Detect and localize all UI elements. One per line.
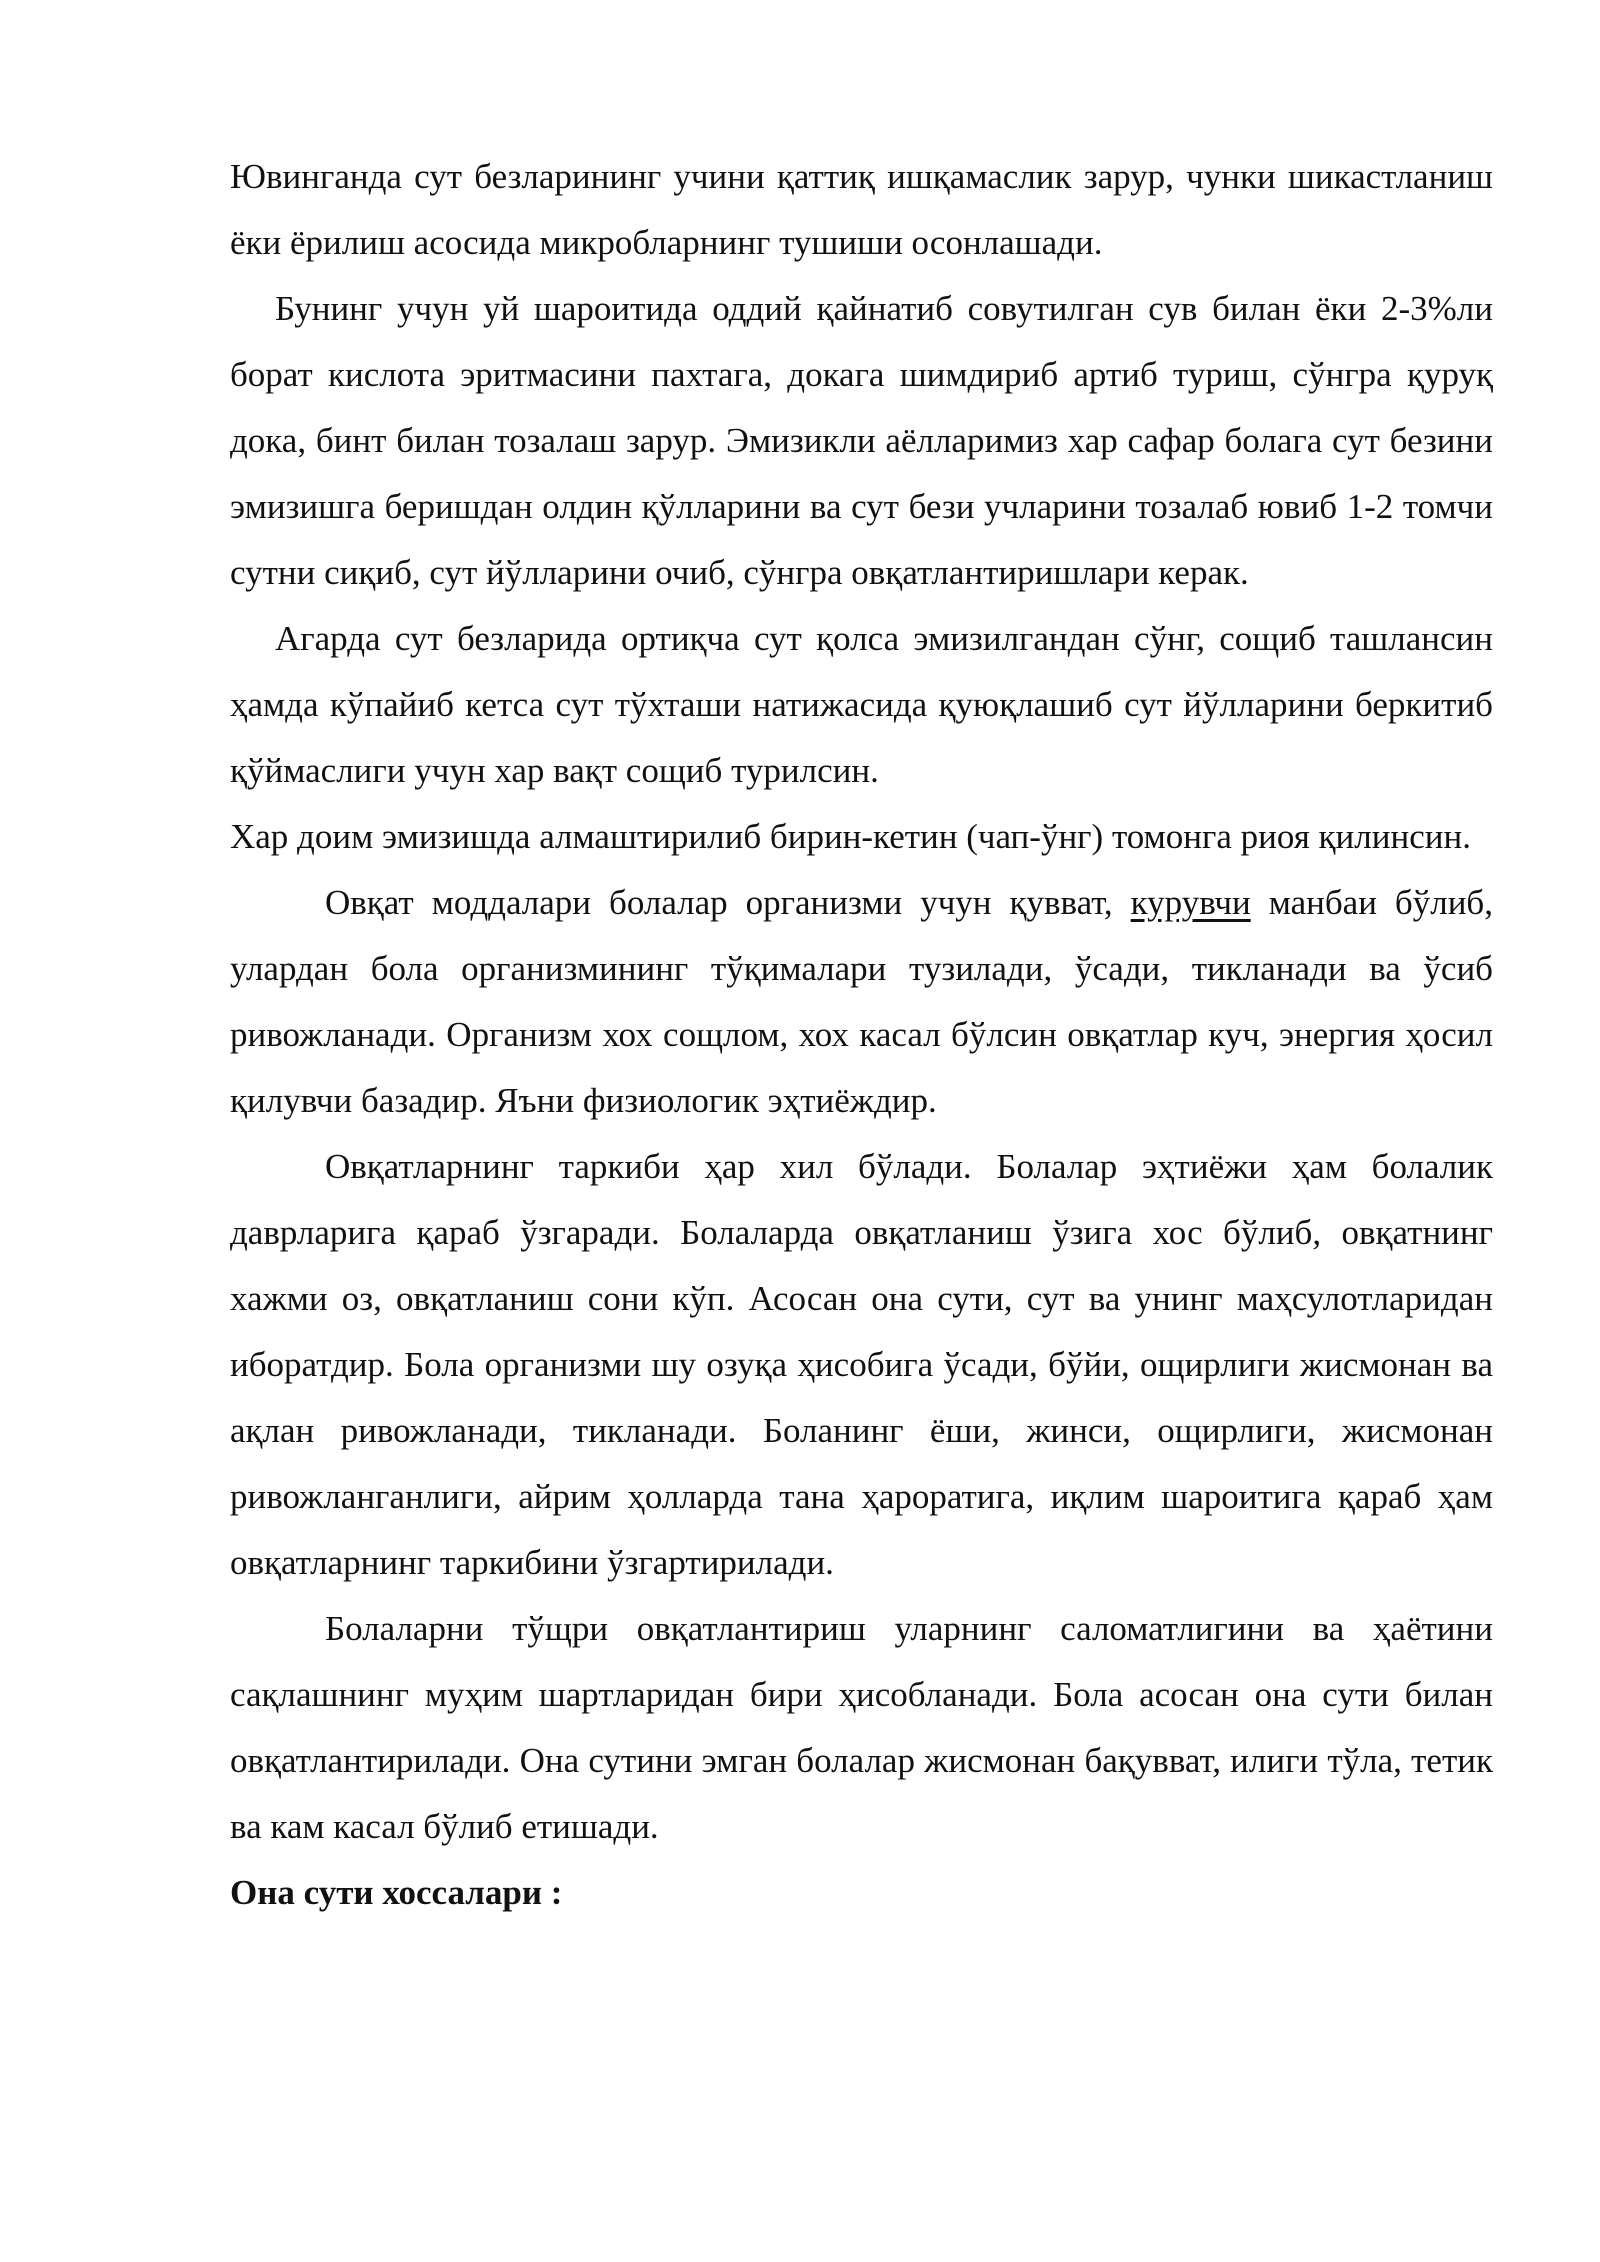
paragraph-6: Овқатларнинг таркиби ҳар хил бўлади. Болалар эҳтиёжи ҳам болалик даврларига қараб ўзгаради. Болаларда овқатланиш ўзига хос бўлиб, овқатнинг хажми оз, овқатланиш сони кўп. Асосан она сути, сут ва унинг маҳсулотларидан иборатдир. Бола организми шу озуқа ҳисобига ўсади, бўйи, ощирлиги жисмонан ва ақлан ривожланади, тикланади. Боланинг ёши, жинси, ощирлиги, жисмонан ривожланганлиги, айрим ҳолларда тана ҳароратига, иқлим шароитига қараб ҳам овқатларнинг таркибини ўзгартирилади. (230, 1147, 1493, 1582)
paragraph-7: Болаларни тўщри овқатлантириш уларнинг саломатлигини ва ҳаётини сақлашнинг муҳим шартларидан бири ҳисобланади. Бола асосан она сути билан овқатлантирилади. Она сутини эмган болалар жисмонан бақувват, илиги тўла, тетик ва кам касал бўлиб етишади. (230, 1609, 1493, 1846)
paragraph-4: Хар доим эмизишда алмаштирилиб бирин-кетин (чап-ўнг) томонга риоя қилинсин. (230, 817, 1471, 856)
section-heading: Она сути хоссалари : (230, 1873, 563, 1912)
paragraph-5-start: Овқат моддалари болалар организми учун қувват, (325, 883, 1131, 922)
paragraph-1: Ювинганда сут безларининг учини қаттиқ ишқамаслик зарур, чунки шикастланиш ёки ёрилиш асосида микробларнинг тушиши осонлашади. (230, 157, 1493, 262)
document-page (230, 144, 1493, 1926)
paragraph-3: Агарда сут безларида ортиқча сут қолса эмизилгандан сўнг, сощиб ташлансин ҳамда кўпайиб кетса сут тўхташи натижасида қуюқлашиб сут йўлларини беркитиб қўймаслиги учун хар вақт сощиб турилсин. (230, 619, 1493, 790)
underlined-word: курувчи (1130, 883, 1251, 922)
paragraph-2: Бунинг учун уй шароитида оддий қайнатиб совутилган сув билан ёки 2-3%ли борат кислота эритмасини пахтага, докага шимдириб артиб туриш, сўнгра қуруқ дока, бинт билан тозалаш зарур. Эмизикли аёлларимиз хар сафар болага сут безини эмизишга беришдан олдин қўлларини ва сут бези учларини тозалаб ювиб 1-2 томчи сутни сиқиб, сут йўлларини очиб, сўнгра овқатлантиришлари керак. (230, 289, 1493, 592)
paragraph-5-end: манбаи бўлиб, улардан бола организмининг тўқималари тузилади, ўсади, тикланади ва ўсиб ривожланади. Организм хох сощлом, хох касал бўлсин овқатлар куч, энергия ҳосил қилувчи базадир. Яъни физиологик эҳтиёждир. (230, 883, 1493, 1120)
paragraph-5 (230, 870, 1493, 1134)
